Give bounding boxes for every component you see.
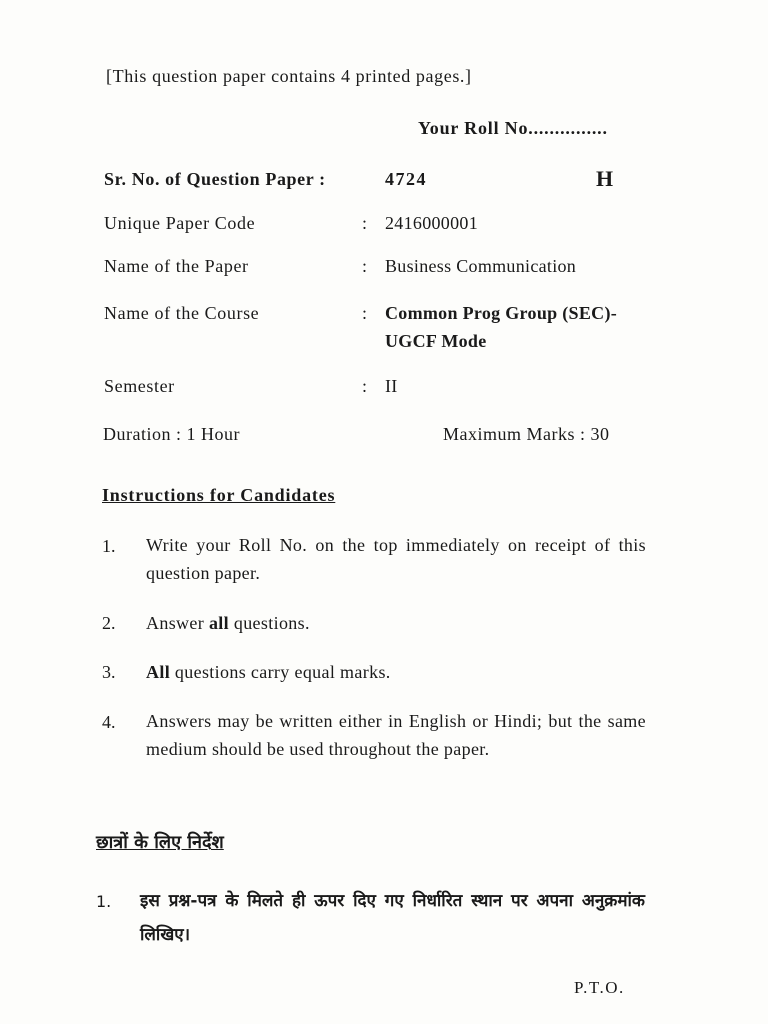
instruction-emphasis: All bbox=[146, 662, 171, 682]
printed-pages-notice: [This question paper contains 4 printed pages.] bbox=[106, 66, 472, 86]
roll-number-field: Your Roll No............... bbox=[418, 118, 608, 138]
instructions-heading: Instructions for Candidates bbox=[102, 485, 336, 505]
paper-variant: H bbox=[596, 166, 614, 191]
hindi-instruction-text: इस प्रश्न-पत्र के मिलते ही ऊपर दिए गए निर्धारित स्थान पर अपना अनुक्रमांक लिखिए। bbox=[140, 891, 645, 945]
colon: : bbox=[362, 376, 368, 396]
sr-no-value: 4724 bbox=[385, 169, 427, 189]
instruction-text-part: questions carry equal marks. bbox=[170, 662, 391, 682]
instruction-number: 4. bbox=[102, 712, 116, 732]
instruction-text: Answers may be written either in English or Hindi; but the same medium should be used throughout the paper. bbox=[146, 711, 646, 759]
instruction-text bbox=[146, 609, 646, 637]
hindi-instructions-heading: छात्रों के लिए निर्देश bbox=[96, 832, 224, 853]
duration: Duration : 1 Hour bbox=[103, 424, 240, 444]
course-value-line1: Common Prog Group (SEC)- bbox=[385, 303, 618, 323]
colon: : bbox=[362, 256, 368, 276]
paper-name-label: Name of the Paper bbox=[104, 256, 249, 276]
maximum-marks: Maximum Marks : 30 bbox=[443, 424, 610, 444]
paper-name-value: Business Communication bbox=[385, 256, 577, 276]
unique-code-label: Unique Paper Code bbox=[104, 213, 256, 233]
instruction-number: 3. bbox=[102, 662, 116, 682]
semester-label: Semester bbox=[104, 376, 175, 396]
instruction-text bbox=[146, 658, 646, 686]
course-label: Name of the Course bbox=[104, 303, 260, 323]
instruction-number: 1. bbox=[102, 536, 116, 556]
instruction-text: Write your Roll No. on the top immediately on receipt of this question paper. bbox=[146, 535, 646, 583]
instruction-emphasis: all bbox=[208, 613, 229, 633]
course-value-line2: UGCF Mode bbox=[385, 331, 487, 351]
semester-value: II bbox=[385, 376, 398, 396]
instruction-number: 2. bbox=[102, 613, 116, 633]
colon: : bbox=[362, 303, 368, 323]
instruction-text-part: questions. bbox=[229, 613, 310, 633]
sr-no-label: Sr. No. of Question Paper : bbox=[104, 169, 326, 189]
hindi-instruction-number: 1. bbox=[96, 892, 112, 911]
please-turn-over: P.T.O. bbox=[574, 978, 625, 997]
colon: : bbox=[362, 213, 368, 233]
unique-code-value: 2416000001 bbox=[385, 213, 478, 233]
instruction-text-part: Answer bbox=[146, 613, 209, 633]
